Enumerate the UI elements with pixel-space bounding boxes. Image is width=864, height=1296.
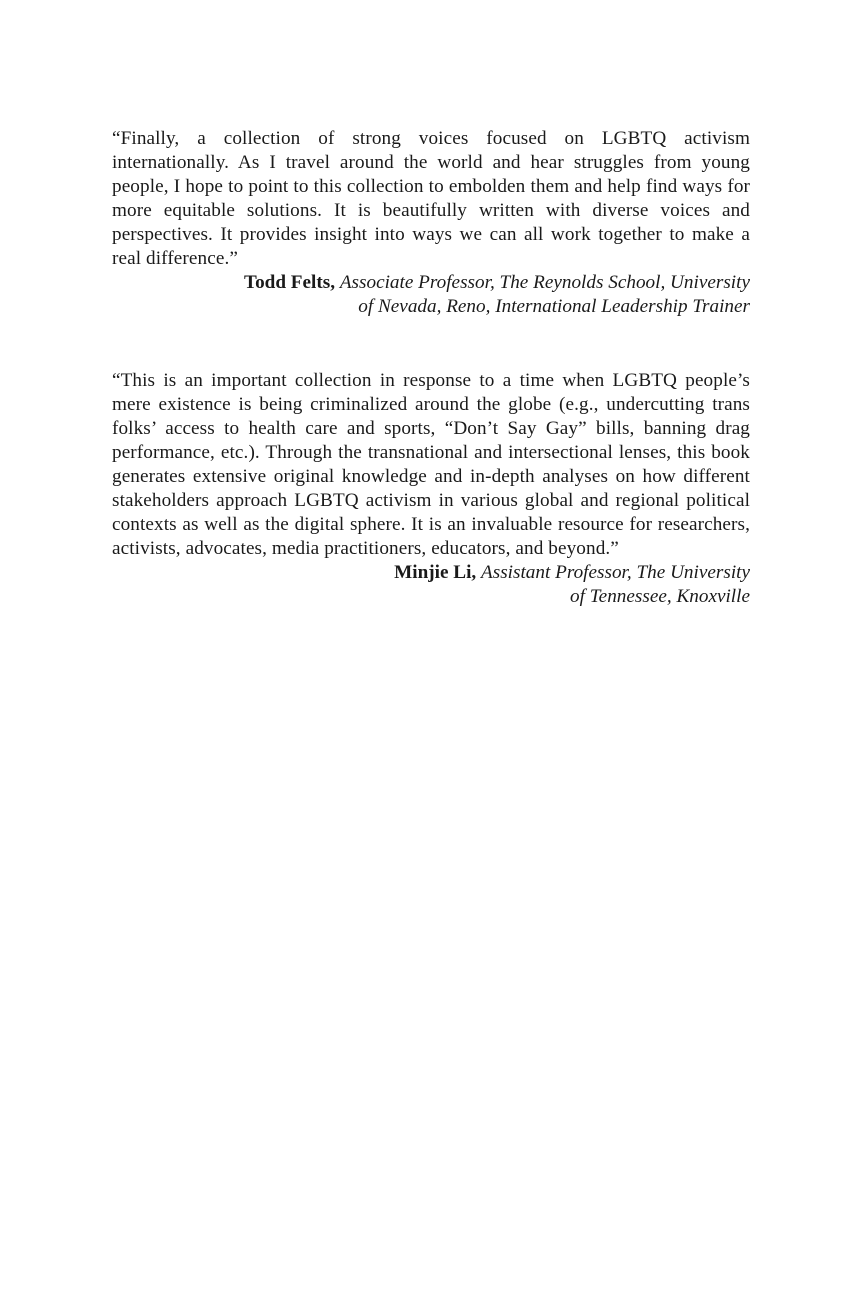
endorsement-block xyxy=(112,369,750,609)
endorser-name: Todd Felts, xyxy=(244,272,336,293)
endorser-name: Minjie Li, xyxy=(394,562,477,583)
endorsement-attribution xyxy=(112,561,750,609)
endorser-role: Associate Professor, The Reynolds School, University xyxy=(339,272,750,293)
endorser-role-continued: of Nevada, Reno, International Leadership Trainer xyxy=(358,296,750,317)
endorsement-quote: “Finally, a collection of strong voices focused on LGBTQ activism internationally. As I travel around the world and hear struggles from young people, I hope to point to this collection to embolden them and help find ways for more equitable solutions. It is beautifully written with diverse voices and perspectives. It provides insight into ways we can all work together to make a real difference.” xyxy=(112,128,750,269)
endorsement-block xyxy=(112,127,750,319)
endorser-role: Assistant Professor, The University xyxy=(481,562,750,583)
endorsement-quote: “This is an important collection in response to a time when LGBTQ people’s mere existence is being criminalized around the globe (e.g., undercutting trans folks’ access to health care and sports, “Don’t Say Gay” bills, banning drag performance, etc.). Through the transnational and intersectional lenses, this book generates extensive original knowledge and in-depth analyses on how different stakeholders approach LGBTQ activism in various global and regional political contexts as well as the digital sphere. It is an invaluable resource for researchers, activists, advocates, media practitioners, educators, and beyond.” xyxy=(112,370,750,559)
endorser-role-continued: of Tennessee, Knoxville xyxy=(570,586,750,607)
endorsement-attribution xyxy=(112,271,750,319)
